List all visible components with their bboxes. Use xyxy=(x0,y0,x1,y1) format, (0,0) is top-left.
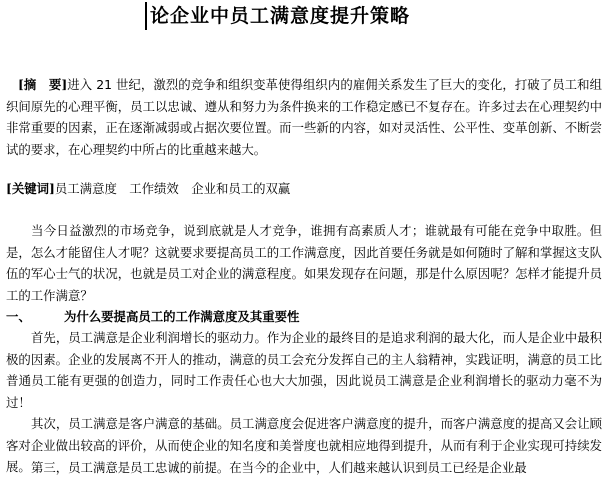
abstract-label: [摘 要] xyxy=(18,77,68,92)
keywords-line xyxy=(6,178,602,200)
document-title: 论企业中员工满意度提升策略 xyxy=(150,5,411,27)
keywords-text: 员工满意度 工作绩效 企业和员工的双赢 xyxy=(54,181,291,196)
section-heading-text: 为什么要提高员工的工作满意度及其重要性 xyxy=(64,309,300,324)
intro-paragraph: 当今日益激烈的市场竞争，说到底就是人才竞争，谁拥有高素质人才；谁就最有可能在竞争中取胜。但是，怎么才能留住人才呢？这就要求要提高员工的工作满意度，因此首要任务就是如何随时了解和掌握这支队伍的军心士气的状况，也就是员工对企业的满意程度。如果发现存在问题，那是什么原因呢？怎样才能提升员工的工作满意？ xyxy=(6,223,602,303)
abstract-paragraph xyxy=(6,74,602,160)
section-heading xyxy=(6,306,299,328)
section-number: 一、 xyxy=(6,309,31,324)
body-paragraph-3: 第三，员工满意是员工忠诚的前提。在当今的企业中，人们越来越认识到员工已经是企业最 xyxy=(31,460,527,475)
body-paragraph-2: 其次，员工满意是客户满意的基础。员工满意度会促进客户满意度的提升，而客户满意度的提高又会让顾客对企业做出较高的评价，从而使企业的知名度和美誉度也就相应地得到提升，从而有利于企业实现可持续发展。 xyxy=(6,416,602,474)
abstract-text: 进入 21 世纪，激烈的竞争和组织变革使得组织内的雇佣关系发生了巨大的变化，打破了员工和组织间原先的心理平衡，员工以忠诚、遵从和努力为条件换来的工作稳定感已不复存在。许多过去在心理契约中非常重要的因素，正在逐渐减弱或占据次要位置。而一些新的内容，如对灵活性、公平性、变革创新、不断尝试的要求，在心理契约中所占的比重越来越大。 xyxy=(6,77,602,157)
keywords-label: [关键词] xyxy=(6,181,55,196)
body-paragraph-1: 首先，员工满意是企业利润增长的驱动力。作为企业的最终目的是追求利润的最大化，而人是企业中最积极的因素。企业的发展离不开人的推动，满意的员工会充分发挥自己的主人翁精神，实践证明，满意的员工比普通员工能有更强的创造力，同时工作责任心也大大加强，因此说员工满意是企业利润增长的驱动力毫不为过！ xyxy=(6,330,602,410)
text-cursor xyxy=(145,2,147,30)
